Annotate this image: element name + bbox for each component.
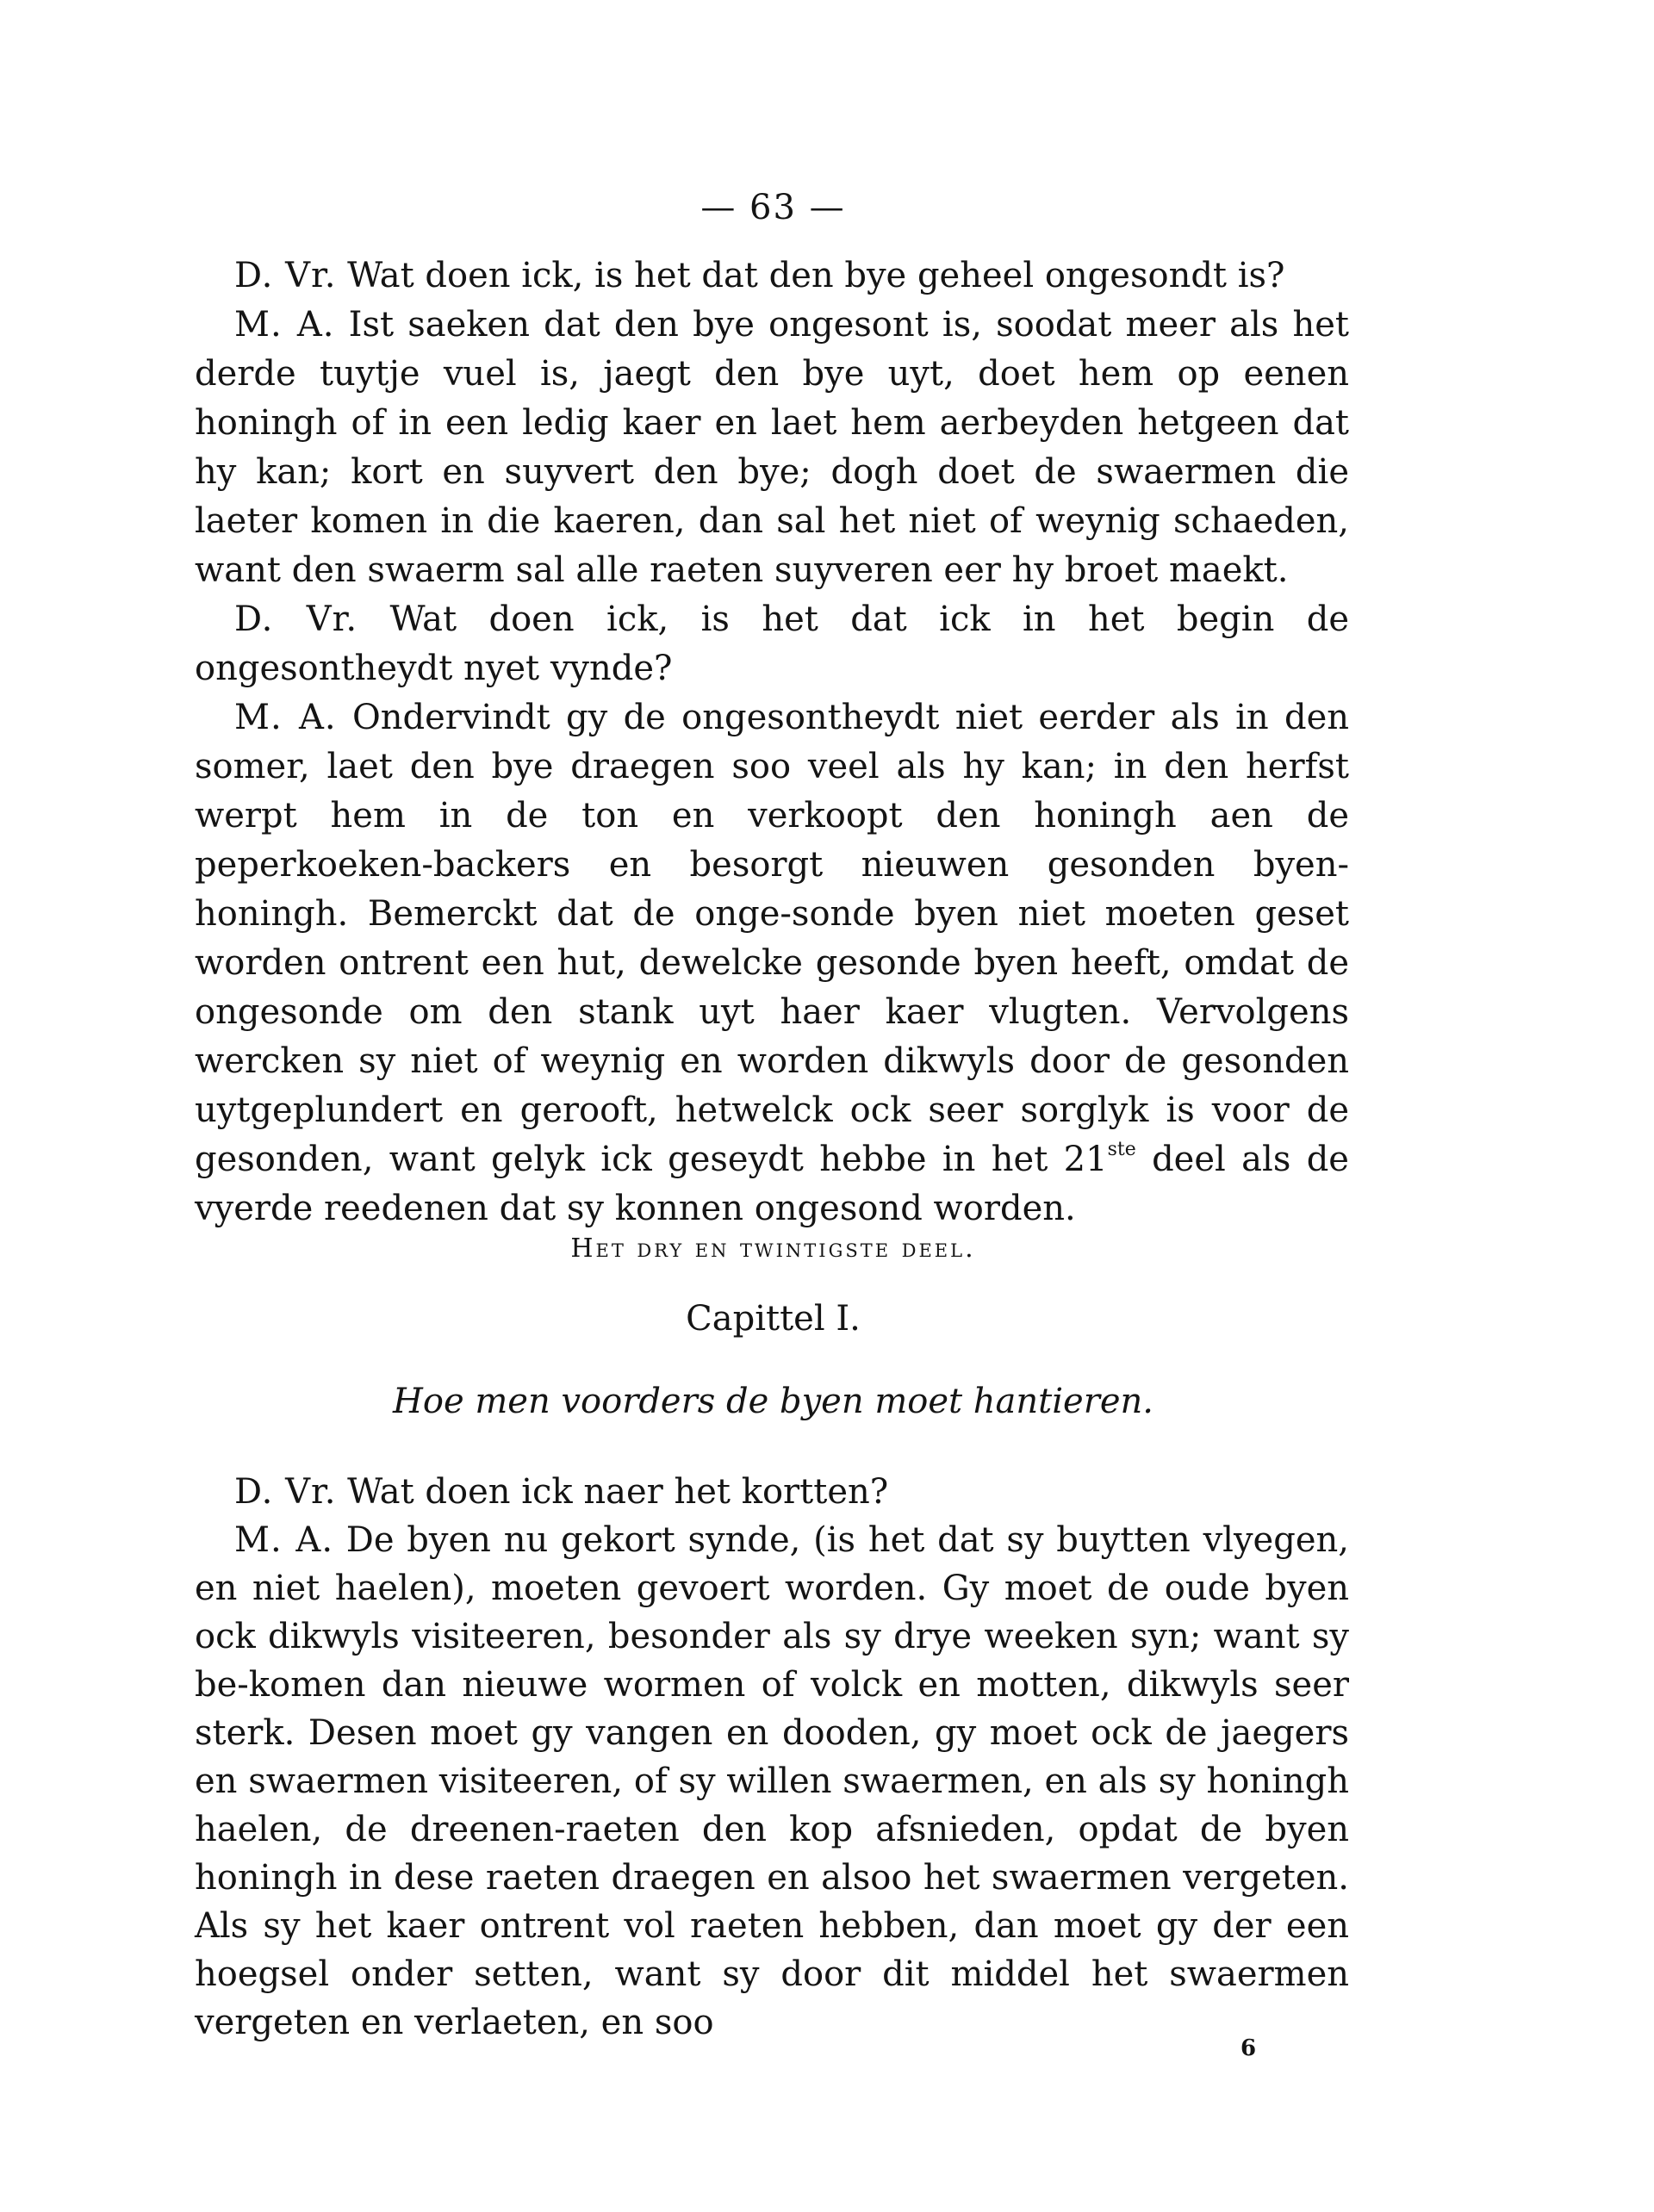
dialogue-paragraph [195, 1468, 1349, 1516]
dialogue-block-bottom [195, 1468, 1349, 2047]
speaker-label: M. A. [234, 698, 337, 737]
section-title: Het dry en twintigste deel. [570, 1233, 976, 1264]
signature-mark: 6 [1240, 2035, 1257, 2061]
dialogue-block-top [195, 252, 1349, 1233]
dialogue-paragraph [195, 1516, 1349, 2047]
speaker-label: D. Vr. [234, 256, 337, 295]
dialogue-paragraph [195, 595, 1349, 693]
dialogue-text: Wat doen ick, is het dat den bye geheel ongesondt is? [347, 256, 1285, 295]
dialogue-text: deel als de vyerde reedenen dat sy konnen ongesond worden. [195, 1140, 1349, 1228]
speaker-label: M. A. [234, 1520, 334, 1560]
speaker-label: D. Vr. [234, 1472, 337, 1512]
dialogue-text: Wat doen ick naer het kortten? [347, 1472, 889, 1512]
ordinal-superscript: ste [1107, 1139, 1136, 1160]
speaker-label: D. Vr. [234, 600, 358, 639]
speaker-label: M. A. [234, 305, 335, 345]
dialogue-paragraph [195, 301, 1349, 595]
dialogue-paragraph [195, 252, 1349, 301]
dialogue-text: De byen nu gekort synde, (is het dat sy buytten vlyegen, en niet haelen), moeten gevoert worden. Gy moet de oude byen ock dikwyls visiteeren, besonder als sy drye weeken syn; want sy be-komen dan nieuwe wormen of volck en motten, dikwyls seer sterk. Desen moet gy vangen en dooden, gy moet ock de jaegers en swaermen visiteeren, of sy willen swaermen, en als sy honingh haelen, de dreenen-raeten den kop afsnieden, opdat de byen honingh in dese raeten draegen en alsoo het swaermen vergeten. Als sy het kaer ontrent vol raeten hebben, dan moet gy der een hoegsel onder setten, want sy door dit middel het swaermen vergeten en verlaeten, en soo [195, 1520, 1349, 2042]
chapter-title: Hoe men voorders de byen moet hantieren. [393, 1382, 1153, 1421]
dialogue-paragraph [195, 693, 1349, 1233]
page-number: — 63 — [700, 188, 846, 227]
dialogue-text: Wat doen ick, is het dat ick in het begin de ongesontheydt nyet vynde? [195, 600, 1350, 688]
chapter-label: Capittel I. [686, 1299, 861, 1339]
dialogue-text: Ist saeken dat den bye ongesont is, soodat meer als het derde tuytje vuel is, jaegt den bye uyt, doet hem op eenen honingh of in een ledig kaer en laet hem aerbeyden hetgeen dat hy kan; kort en suyvert den bye; dogh doet de swaermen die laeter komen in die kaeren, dan sal het niet of weynig schaeden, want den swaerm sal alle raeten suyveren eer hy broet maekt. [195, 305, 1349, 590]
dialogue-text: Ondervindt gy de ongesontheydt niet eerder als in den somer, laet den bye draegen soo veel als hy kan; in den herfst werpt hem in de ton en verkoopt den honingh aen de peperkoeken-backers en besorgt nieuwen gesonden byen-honingh. Bemerckt dat de onge-sonde byen niet moeten geset worden ontrent een hut, dewelcke gesonde byen heeft, omdat de ongesonde om den stank uyt haer kaer vlugten. Vervolgens wercken sy niet of weynig en worden dikwyls door de gesonden uytgeplundert en gerooft, hetwelck ock seer sorglyk is voor de gesonden, want gelyk ick geseydt hebbe in het 21 [195, 698, 1349, 1179]
